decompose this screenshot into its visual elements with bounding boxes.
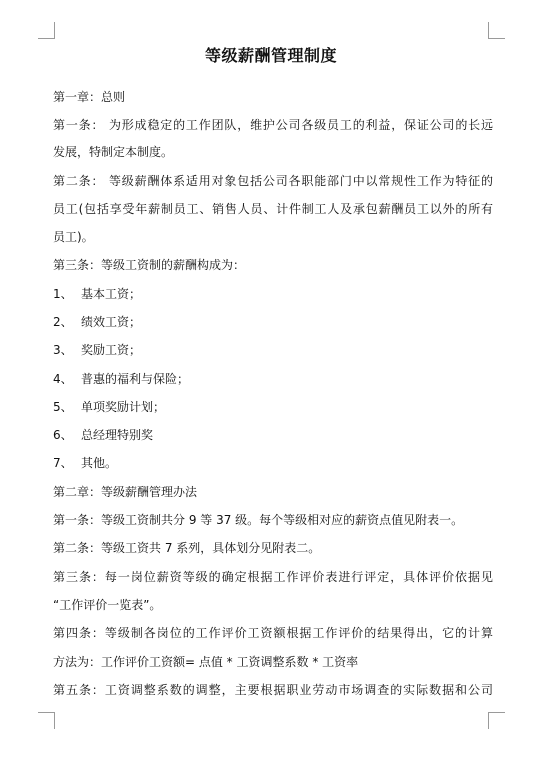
list-item xyxy=(53,456,493,470)
chapter-2-article-3-line-2: “工作评价一览表”。 xyxy=(53,598,162,612)
list-item-text: 基本工资； xyxy=(81,287,142,301)
chapter-2-heading: 第二章：等级薪酬管理办法 xyxy=(53,485,198,499)
list-item-text: 普惠的福利与保险； xyxy=(81,372,190,386)
list-item xyxy=(53,372,493,386)
list-item-text: 其他。 xyxy=(81,456,118,470)
list-item-number: 5、 xyxy=(53,400,73,414)
chapter-2-article-5-line-1: 第五条：工资调整系数的调整，主要根据职业劳动市场调查的实际数据和公司 xyxy=(53,683,493,697)
list-item-number: 1、 xyxy=(53,287,73,301)
article-2-line-1: 第二条： 等级薪酬体系适用对象包括公司各职能部门中以常规性工作为特征的 xyxy=(53,174,493,188)
chapter-2-article-3-line-1: 第三条：每一岗位薪资等级的确定根据工作评价表进行评定，具体评价依据见 xyxy=(53,570,493,584)
crop-mark-top-left xyxy=(38,22,55,39)
chapter-2-article-2: 第二条：等级工资共 7 系列，具体划分见附表二。 xyxy=(53,541,321,555)
article-1-line-1: 第一条： 为形成稳定的工作团队，维护公司各级员工的利益，保证公司的长远 xyxy=(53,118,493,132)
list-item-number: 6、 xyxy=(53,428,73,442)
chapter-2-article-4-line-1: 第四条：等级制各岗位的工作评价工资额根据工作评价的结果得出，它的计算 xyxy=(53,626,493,640)
list-item xyxy=(53,343,493,357)
article-2-line-2: 员工(包括享受年薪制员工、销售人员、计件制工人及承包薪酬员工以外的所有 xyxy=(53,202,493,216)
chapter-2-article-4-line-2: 方法为：工作评价工资额= 点值 * 工资调整系数 * 工资率 xyxy=(53,655,359,669)
list-item-number: 7、 xyxy=(53,456,73,470)
list-item-number: 2、 xyxy=(53,315,73,329)
list-item-text: 总经理特别奖 xyxy=(81,428,154,442)
list-item-number: 3、 xyxy=(53,343,73,357)
article-1-line-2: 发展，特制定本制度。 xyxy=(53,145,174,159)
article-3: 第三条：等级工资制的薪酬构成为： xyxy=(53,258,246,272)
crop-mark-top-right xyxy=(488,22,505,39)
crop-mark-bottom-right xyxy=(488,712,505,729)
chapter-1-heading: 第一章：总则 xyxy=(53,90,126,104)
list-item-number: 4、 xyxy=(53,372,73,386)
article-2-line-3: 员工)。 xyxy=(53,230,94,244)
list-item xyxy=(53,428,493,442)
list-item xyxy=(53,287,493,301)
list-item xyxy=(53,315,493,329)
list-item xyxy=(53,400,493,414)
chapter-2-article-1: 第一条：等级工资制共分 9 等 37 级。每个等级相对应的薪资点值见附表一。 xyxy=(53,513,464,527)
list-item-text: 绩效工资； xyxy=(81,315,142,329)
list-item-text: 单项奖励计划； xyxy=(81,400,166,414)
crop-mark-bottom-left xyxy=(38,712,55,729)
document-title: 等级薪酬管理制度 xyxy=(204,46,337,65)
list-item-text: 奖励工资； xyxy=(81,343,142,357)
